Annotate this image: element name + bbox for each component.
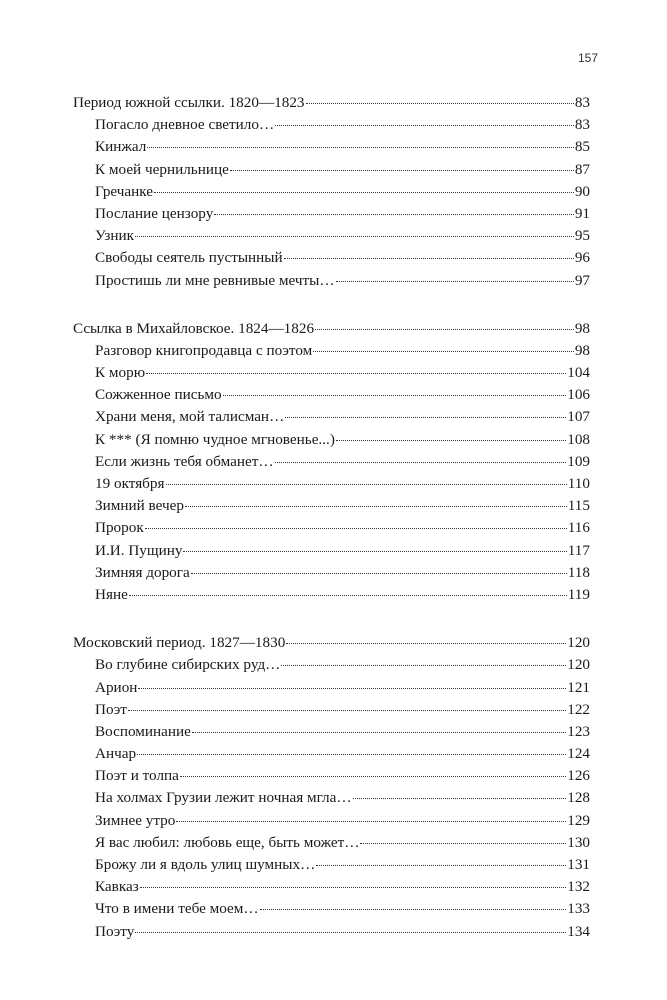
entry-page-number: 116 bbox=[567, 519, 590, 537]
entry-title: К моей чернильнице bbox=[95, 160, 229, 178]
dot-leader bbox=[147, 147, 573, 148]
toc-entry-row bbox=[73, 677, 590, 699]
entry-title: Анчар bbox=[95, 745, 137, 763]
entry-title: Кинжал bbox=[95, 138, 147, 156]
dot-leader bbox=[145, 528, 567, 529]
dot-leader bbox=[336, 281, 574, 282]
toc-entry-row bbox=[73, 810, 590, 832]
dot-leader bbox=[313, 351, 574, 352]
section-page-number: 83 bbox=[574, 94, 590, 111]
dot-leader bbox=[353, 798, 567, 799]
entry-title: Во глубине сибирских руд… bbox=[95, 656, 281, 674]
entry-page-number: 134 bbox=[567, 922, 590, 940]
entry-title: Если жизнь тебя обманет… bbox=[95, 452, 274, 470]
section-heading-row bbox=[73, 318, 590, 340]
entry-title: 19 октября bbox=[95, 475, 165, 492]
entry-title: Простишь ли мне ревнивые мечты… bbox=[95, 271, 335, 289]
entry-page-number: 121 bbox=[567, 678, 590, 696]
toc-entry-row bbox=[73, 721, 590, 743]
toc-section bbox=[73, 632, 590, 943]
entry-page-number: 131 bbox=[567, 856, 590, 873]
entry-page-number: 96 bbox=[574, 249, 590, 267]
entry-title: Храни меня, мой талисман… bbox=[95, 408, 285, 426]
dot-leader bbox=[135, 932, 566, 933]
dot-leader bbox=[191, 573, 567, 574]
section-heading-row bbox=[73, 632, 590, 654]
dot-leader bbox=[260, 909, 567, 910]
entry-page-number: 97 bbox=[574, 271, 590, 289]
dot-leader bbox=[214, 214, 574, 215]
entry-title: Арион bbox=[95, 678, 138, 696]
entry-title: Зимнее утро bbox=[95, 811, 176, 829]
toc-entry-row bbox=[73, 699, 590, 721]
entry-title: Что в имени тебе моем… bbox=[95, 900, 259, 918]
toc-entry-row bbox=[73, 832, 590, 854]
entry-page-number: 90 bbox=[574, 182, 590, 200]
entry-title: Сожженное письмо bbox=[95, 386, 222, 404]
entry-page-number: 85 bbox=[574, 138, 590, 156]
entry-title: Воспоминание bbox=[95, 722, 191, 740]
entry-page-number: 129 bbox=[567, 811, 590, 829]
entry-title: Узник bbox=[95, 227, 135, 245]
toc-entry-row bbox=[73, 181, 590, 203]
entry-title: Поэт bbox=[95, 700, 127, 718]
dot-leader bbox=[128, 710, 566, 711]
entry-page-number: 128 bbox=[567, 789, 590, 807]
dot-leader bbox=[284, 258, 574, 259]
dot-leader bbox=[306, 103, 574, 104]
toc-entry-row bbox=[73, 451, 590, 473]
section-page-number: 120 bbox=[567, 634, 590, 652]
dot-leader bbox=[137, 754, 566, 755]
entry-title: Зимний вечер bbox=[95, 497, 184, 515]
entry-page-number: 126 bbox=[567, 767, 590, 785]
entry-page-number: 108 bbox=[567, 430, 590, 448]
dot-leader bbox=[281, 665, 566, 666]
toc-entry-row bbox=[73, 517, 590, 539]
entry-title: Свободы сеятель пустынный bbox=[95, 249, 283, 267]
entry-page-number: 87 bbox=[574, 160, 590, 178]
section-title: Период южной ссылки. 1820—1823 bbox=[73, 94, 305, 111]
entry-page-number: 98 bbox=[574, 341, 590, 359]
entry-title: Гречанке bbox=[95, 182, 154, 200]
entry-page-number: 110 bbox=[567, 475, 590, 492]
toc-entry-row bbox=[73, 159, 590, 181]
entry-page-number: 123 bbox=[567, 722, 590, 740]
toc-entry-row bbox=[73, 114, 590, 136]
section-title: Ссылка в Михайловское. 1824—1826 bbox=[73, 319, 315, 337]
toc-entry-row bbox=[73, 203, 590, 225]
entry-page-number: 133 bbox=[567, 900, 590, 918]
dot-leader bbox=[315, 329, 574, 330]
entry-page-number: 119 bbox=[567, 585, 590, 603]
section-title: Московский период. 1827—1830 bbox=[73, 634, 286, 652]
toc-entry-row bbox=[73, 495, 590, 517]
toc-entry-row bbox=[73, 247, 590, 269]
toc-entry-row bbox=[73, 562, 590, 584]
entry-page-number: 120 bbox=[567, 656, 590, 674]
dot-leader bbox=[146, 373, 566, 374]
toc-entry-row bbox=[73, 270, 590, 292]
dot-leader bbox=[275, 125, 574, 126]
entry-title: Няне bbox=[95, 585, 128, 603]
toc-entry-row bbox=[73, 876, 590, 898]
toc-entry-row bbox=[73, 898, 590, 920]
toc-entry-row bbox=[73, 584, 590, 606]
entry-page-number: 115 bbox=[567, 497, 590, 515]
dot-leader bbox=[138, 688, 566, 689]
dot-leader bbox=[180, 776, 566, 777]
entry-page-number: 117 bbox=[567, 541, 590, 559]
dot-leader bbox=[230, 170, 574, 171]
entry-title: На холмах Грузии лежит ночная мгла… bbox=[95, 789, 352, 807]
toc-entry-row bbox=[73, 654, 590, 676]
toc-entry-row bbox=[73, 136, 590, 158]
entry-title: К *** (Я помню чудное мгновенье...) bbox=[95, 430, 335, 448]
entry-title: И.И. Пущину bbox=[95, 541, 183, 559]
entry-page-number: 106 bbox=[567, 386, 590, 404]
toc-entry-row bbox=[73, 340, 590, 362]
toc-section bbox=[73, 92, 590, 292]
toc-entry-row bbox=[73, 921, 590, 943]
entry-title: Послание цензору bbox=[95, 204, 214, 222]
dot-leader bbox=[360, 843, 566, 844]
entry-page-number: 95 bbox=[574, 227, 590, 245]
toc-entry-row bbox=[73, 743, 590, 765]
toc-section bbox=[73, 318, 590, 606]
dot-leader bbox=[176, 821, 566, 822]
section-heading-row bbox=[73, 92, 590, 114]
section-page-number: 98 bbox=[574, 319, 590, 337]
toc-entry-row bbox=[73, 429, 590, 451]
table-of-contents bbox=[73, 92, 590, 969]
entry-title: Брожу ли я вдоль улиц шумных… bbox=[95, 856, 316, 873]
dot-leader bbox=[185, 506, 567, 507]
entry-title: Зимняя дорога bbox=[95, 563, 190, 581]
dot-leader bbox=[154, 192, 574, 193]
entry-page-number: 109 bbox=[567, 452, 590, 470]
dot-leader bbox=[129, 595, 567, 596]
entry-title: Погасло дневное светило… bbox=[95, 116, 275, 134]
dot-leader bbox=[135, 236, 574, 237]
entry-page-number: 104 bbox=[567, 364, 590, 382]
dot-leader bbox=[285, 417, 566, 418]
entry-page-number: 122 bbox=[567, 700, 590, 718]
toc-entry-row bbox=[73, 765, 590, 787]
entry-page-number: 107 bbox=[567, 408, 590, 426]
entry-page-number: 118 bbox=[567, 563, 590, 581]
entry-page-number: 91 bbox=[574, 204, 590, 222]
entry-title: Я вас любил: любовь еще, быть может… bbox=[95, 833, 360, 851]
toc-entry-row bbox=[73, 384, 590, 406]
entry-title: Поэт и толпа bbox=[95, 767, 179, 785]
entry-page-number: 132 bbox=[567, 878, 590, 896]
dot-leader bbox=[140, 887, 566, 888]
toc-entry-row bbox=[73, 225, 590, 247]
entry-title: Кавказ bbox=[95, 878, 139, 896]
entry-page-number: 124 bbox=[567, 745, 590, 763]
dot-leader bbox=[286, 643, 566, 644]
dot-leader bbox=[192, 732, 566, 733]
entry-page-number: 83 bbox=[574, 116, 590, 134]
toc-entry-row bbox=[73, 854, 590, 876]
toc-entry-row bbox=[73, 540, 590, 562]
entry-title: Разговор книгопродавца с поэтом bbox=[95, 341, 313, 359]
toc-entry-row bbox=[73, 473, 590, 495]
dot-leader bbox=[183, 551, 566, 552]
entry-title: К морю bbox=[95, 364, 146, 382]
toc-entry-row bbox=[73, 406, 590, 428]
toc-entry-row bbox=[73, 362, 590, 384]
entry-page-number: 130 bbox=[567, 833, 590, 851]
dot-leader bbox=[316, 865, 566, 866]
dot-leader bbox=[336, 440, 566, 441]
dot-leader bbox=[275, 462, 567, 463]
dot-leader bbox=[223, 395, 567, 396]
entry-title: Поэту bbox=[95, 922, 135, 940]
page-number: 157 bbox=[577, 51, 598, 65]
dot-leader bbox=[166, 484, 567, 485]
entry-title: Пророк bbox=[95, 519, 144, 537]
toc-entry-row bbox=[73, 787, 590, 809]
